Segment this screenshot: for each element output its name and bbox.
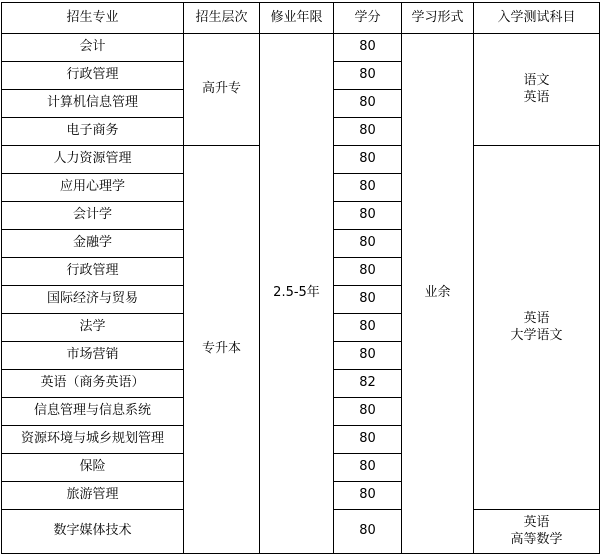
admissions-majors-table [1, 2, 600, 554]
cell-credits: 80 [334, 286, 402, 314]
cell-level: 专升本 [184, 146, 260, 554]
cell-mode: 业余 [402, 34, 474, 554]
header-major: 招生专业 [2, 3, 184, 34]
exam-subject-line: 英语 [523, 89, 550, 105]
cell-major: 会计 [2, 34, 184, 62]
exam-subject-line: 英语 [523, 311, 550, 327]
cell-major: 法学 [2, 314, 184, 342]
cell-credits: 80 [334, 34, 402, 62]
cell-major: 计算机信息管理 [2, 90, 184, 118]
cell-exam-subjects [474, 510, 600, 554]
cell-major: 行政管理 [2, 258, 184, 286]
table-header [2, 3, 600, 34]
cell-major: 金融学 [2, 230, 184, 258]
cell-major: 资源环境与城乡规划管理 [2, 426, 184, 454]
cell-major: 信息管理与信息系统 [2, 398, 184, 426]
cell-exam-subjects [474, 34, 600, 146]
cell-major: 应用心理学 [2, 174, 184, 202]
table-body [2, 34, 600, 554]
cell-major: 英语（商务英语） [2, 370, 184, 398]
cell-credits: 80 [334, 118, 402, 146]
cell-credits: 80 [334, 426, 402, 454]
exam-subject-line: 高等数学 [510, 531, 563, 547]
cell-level: 高升专 [184, 34, 260, 146]
cell-major: 市场营销 [2, 342, 184, 370]
cell-major: 会计学 [2, 202, 184, 230]
header-exam: 入学测试科目 [474, 3, 600, 34]
cell-major: 数字媒体技术 [2, 510, 184, 554]
exam-subject-line: 大学语文 [510, 327, 563, 343]
cell-major: 人力资源管理 [2, 146, 184, 174]
exam-subject-line: 语文 [523, 73, 550, 89]
cell-major: 旅游管理 [2, 482, 184, 510]
cell-credits: 80 [334, 90, 402, 118]
cell-credits: 82 [334, 370, 402, 398]
cell-credits: 80 [334, 398, 402, 426]
exam-subject-line: 英语 [523, 515, 550, 531]
cell-major: 保险 [2, 454, 184, 482]
table-row [2, 34, 600, 62]
cell-credits: 80 [334, 174, 402, 202]
header-years: 修业年限 [260, 3, 334, 34]
header-row [2, 3, 600, 34]
cell-major: 国际经济与贸易 [2, 286, 184, 314]
header-level: 招生层次 [184, 3, 260, 34]
cell-major: 电子商务 [2, 118, 184, 146]
cell-credits: 80 [334, 230, 402, 258]
cell-credits: 80 [334, 146, 402, 174]
cell-credits: 80 [334, 454, 402, 482]
cell-credits: 80 [334, 510, 402, 554]
cell-exam-subjects [474, 146, 600, 510]
cell-major: 行政管理 [2, 62, 184, 90]
cell-credits: 80 [334, 258, 402, 286]
cell-credits: 80 [334, 482, 402, 510]
cell-years: 2.5-5年 [260, 34, 334, 554]
cell-credits: 80 [334, 202, 402, 230]
cell-credits: 80 [334, 62, 402, 90]
cell-credits: 80 [334, 314, 402, 342]
header-credits: 学分 [334, 3, 402, 34]
header-mode: 学习形式 [402, 3, 474, 34]
cell-credits: 80 [334, 342, 402, 370]
